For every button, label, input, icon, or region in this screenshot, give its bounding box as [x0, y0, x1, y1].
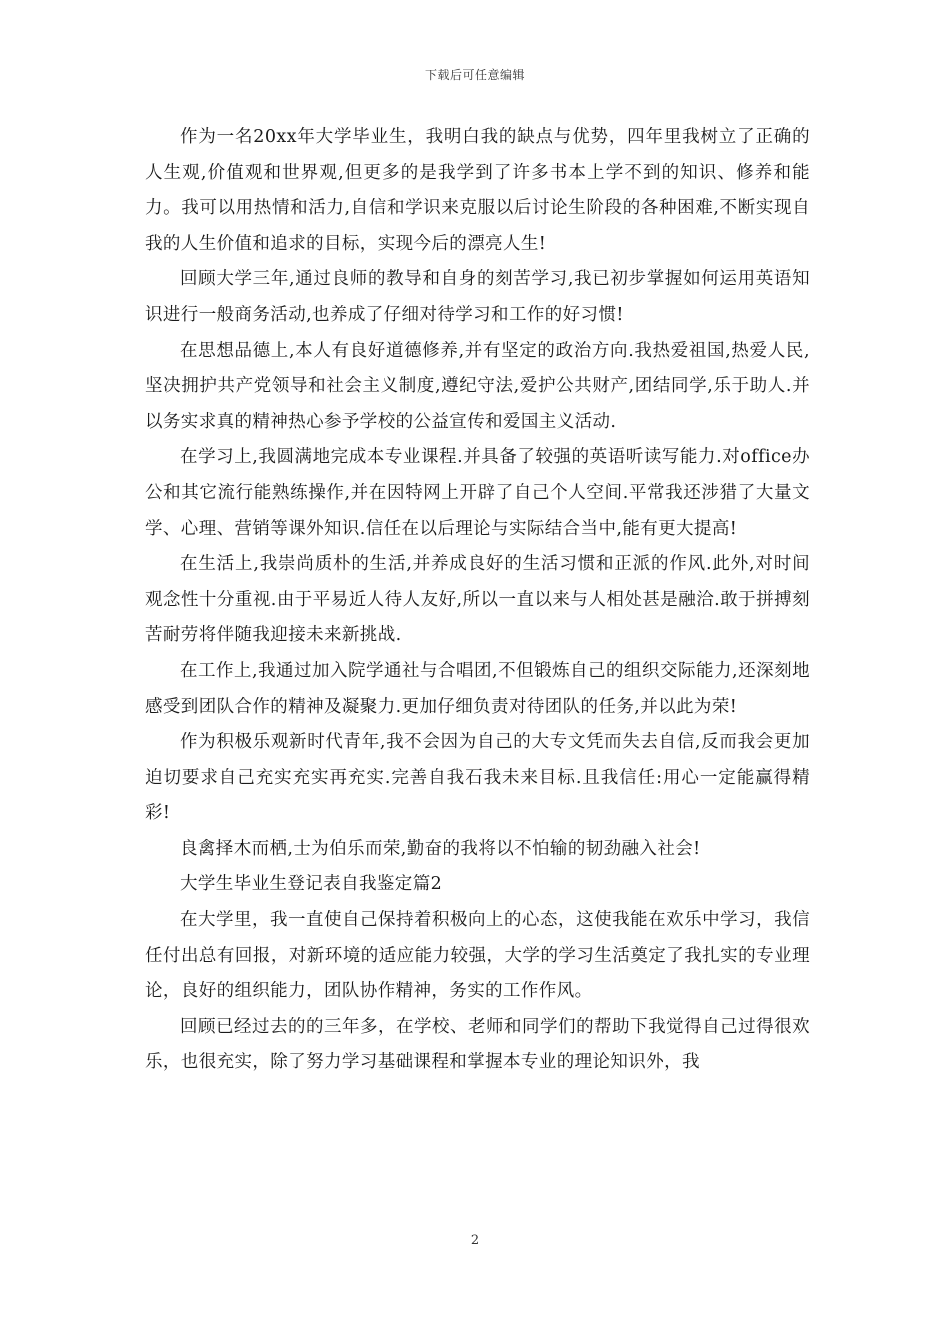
paragraph-1: 作为一名20xx年大学毕业生，我明白我的缺点与优势，四年里我树立了正确的人生观,价值观和世界观,但更多的是我学到了许多书本上学不到的知识、修养和能力。我可以用热情和活力,自信和学识来克服以后讨论生阶段的各种困难,不断实现自我的人生价值和追求的目标，实现今后的漂亮人生!	[145, 127, 810, 254]
section-heading: 大学生毕业生登记表自我鉴定篇2	[180, 874, 443, 895]
paragraph-7: 作为积极乐观新时代青年,我不会因为自己的大专文凭而失去自信,反而我会更加迫切要求自己充实充实再充实.完善自我石我未来目标.且我信任:用心一定能赢得精彩!	[145, 732, 810, 824]
paragraph-3: 在思想品德上,本人有良好道德修养,并有坚定的政治方向.我热爱祖国,热爱人民,坚决拥护共产党领导和社会主义制度,遵纪守法,爱护公共财产,团结同学,乐于助人.并以务实求真的精神热心参予学校的公益宣传和爱国主义活动.	[145, 340, 810, 432]
paragraph-10: 回顾已经过去的的三年多，在学校、老师和同学们的帮助下我觉得自己过得很欢乐，也很充实，除了努力学习基础课程和掌握本专业的理论知识外，我	[145, 1016, 810, 1073]
page-header: 下载后可任意编辑	[424, 68, 525, 82]
paragraph-8: 良禽择木而栖,士为伯乐而荣,勤奋的我将以不怕输的韧劲融入社会!	[180, 838, 701, 859]
paragraph-4: 在学习上,我圆满地完成本专业课程.并具备了较强的英语听读写能力.对office办公和其它流行能熟练操作,并在因特网上开辟了自己个人空间.平常我还涉猎了大量文学、心理、营销等课外知识.信任在以后理论与实际结合当中,能有更大提高!	[145, 447, 810, 539]
paragraph-2: 回顾大学三年,通过良师的教导和自身的刻苦学习,我已初步掌握如何运用英语知识进行一般商务活动,也养成了仔细对待学习和工作的好习惯!	[145, 269, 810, 325]
paragraph-9: 在大学里，我一直使自己保持着积极向上的心态，这使我能在欢乐中学习，我信任付出总有回报，对新环境的适应能力较强，大学的学习生活奠定了我扎实的专业理论，良好的组织能力，团队协作精神，务实的工作作风。	[145, 910, 810, 1002]
paragraph-5: 在生活上,我崇尚质朴的生活,并养成良好的生活习惯和正派的作风.此外,对时间观念性十分重视.由于平易近人待人友好,所以一直以来与人相处甚是融洽.敢于拼搏刻苦耐劳将伴随我迎接未来新挑战.	[145, 554, 810, 646]
document-body	[145, 120, 810, 1081]
page-number: 2	[470, 1233, 480, 1248]
paragraph-6: 在工作上,我通过加入院学通社与合唱团,不但锻炼自己的组织交际能力,还深刻地感受到团队合作的精神及凝聚力.更加仔细负责对待团队的任务,并以此为荣!	[145, 660, 810, 717]
